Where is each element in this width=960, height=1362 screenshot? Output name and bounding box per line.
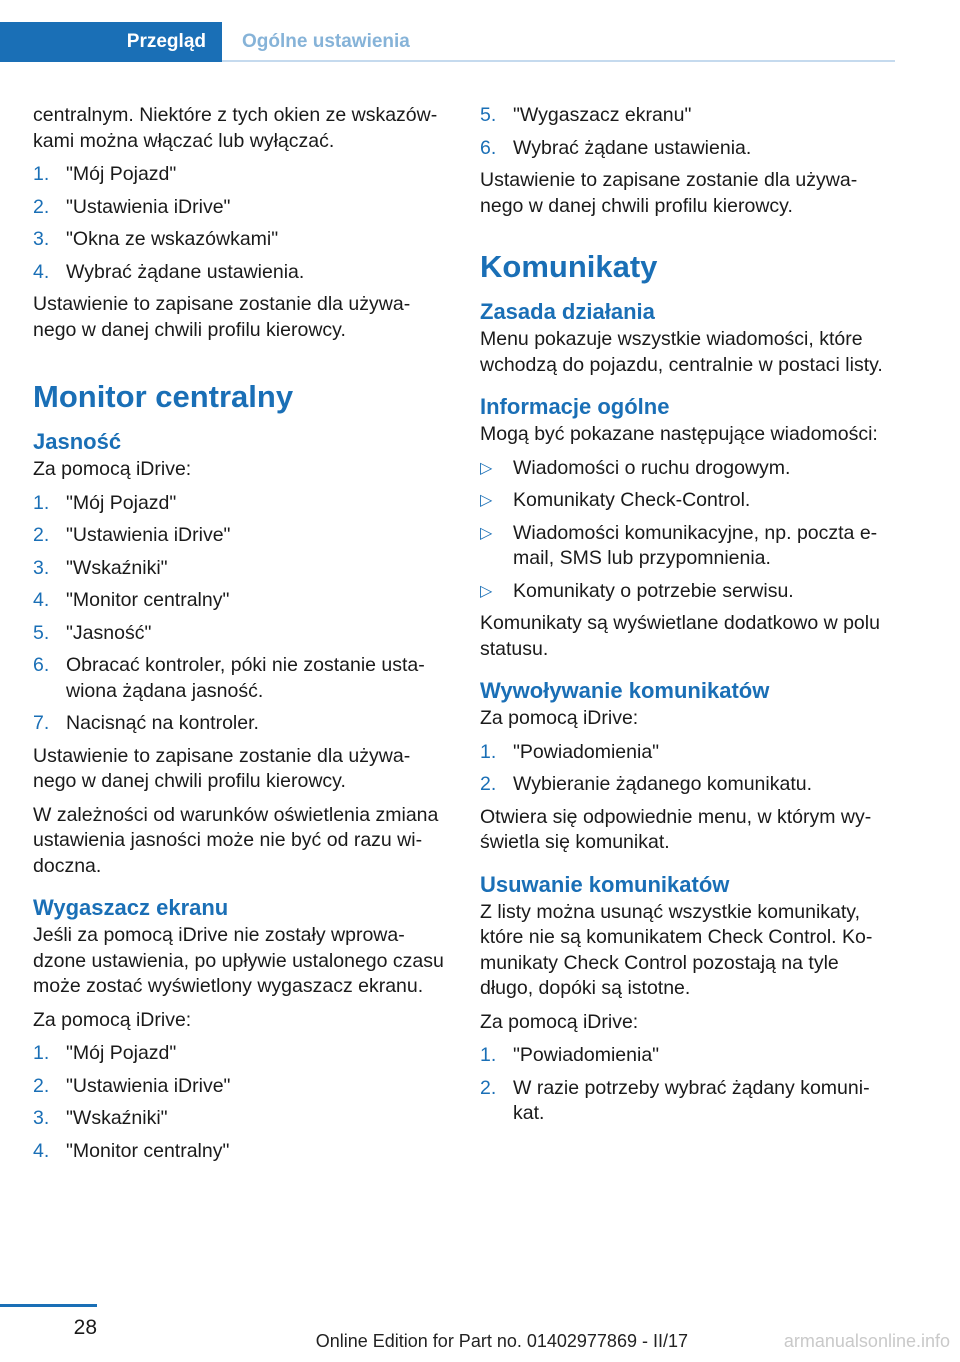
watermark: armanualsonline.info xyxy=(783,1331,950,1351)
deleting-paragraph: Z listy można usunąć wszystkie komunikaty, które nie są komunikatem Check Control. Komunikaty Check Control pozostają na tyle długo, dopóki są istotne. xyxy=(480,900,873,999)
screen-tips-steps xyxy=(33,162,445,285)
bullet-item xyxy=(480,456,892,482)
list-item xyxy=(33,227,445,253)
list-item-number: 2. xyxy=(33,1074,50,1097)
profile-note-3: Ustawienie to zapisane zostanie dla używanego w danej chwili profilu kierowcy. xyxy=(480,169,858,217)
list-item-text: "Ustawienia iDrive" xyxy=(66,195,231,218)
page-number: 28 xyxy=(73,1316,97,1339)
list-item xyxy=(33,711,445,737)
triangle-bullet-icon: ▷ xyxy=(480,582,493,600)
list-item-text: "Mój Pojazd" xyxy=(66,1042,177,1064)
tab-overview-label: Przegląd xyxy=(126,31,206,52)
general-info-intro: Mogą być pokazane następujące wiadomości: xyxy=(480,423,878,445)
list-item-text: "Okna ze wskazówkami" xyxy=(66,228,279,250)
list-item-text: "Wskaźniki" xyxy=(66,556,168,579)
bullet-item-text: Wiadomości komunikacyjne, np. poczta e-mail, SMS lub przypomnienia. xyxy=(513,521,878,569)
triangle-bullet-icon: ▷ xyxy=(480,459,493,477)
bullet-item xyxy=(480,579,892,605)
calling-note: Otwiera się odpowiednie menu, w którym wyświetla się komunikat. xyxy=(480,805,872,853)
message-types-list xyxy=(480,456,892,605)
profile-note-2: Ustawienie to zapisane zostanie dla używanego w danej chwili profilu kierowcy. xyxy=(33,744,411,792)
triangle-bullet-icon: ▷ xyxy=(480,492,493,509)
list-item-number: 2. xyxy=(480,773,497,795)
list-item-number: 4. xyxy=(33,260,50,283)
list-item xyxy=(33,162,445,188)
list-item-text: "Ustawienia iDrive" xyxy=(66,1074,231,1097)
list-item-number: 1. xyxy=(33,163,50,185)
list-item-number: 1. xyxy=(33,1042,50,1064)
list-item-number: 6. xyxy=(480,136,497,159)
deleting-intro: Za pomocą iDrive: xyxy=(480,1010,639,1033)
list-item-number: 4. xyxy=(33,1139,50,1162)
heading-screensaver: Wygaszacz ekranu xyxy=(33,895,229,920)
bullet-item-text: Komunikaty o potrzebie serwisu. xyxy=(513,579,794,602)
list-item-number: 4. xyxy=(33,589,50,611)
list-item xyxy=(480,740,892,766)
list-item xyxy=(480,1043,892,1069)
intro-paragraph: centralnym. Niektóre z tych okien ze wskazówkami można włączać lub wyłączać. xyxy=(33,104,438,152)
list-item-text: "Wygaszacz ekranu" xyxy=(513,104,692,126)
list-item-number: 2. xyxy=(33,524,50,546)
list-item-number: 7. xyxy=(33,712,50,734)
list-item-text: Wybrać żądane ustawienia. xyxy=(66,260,305,283)
brightness-steps xyxy=(33,491,445,737)
list-item xyxy=(33,195,445,221)
tab-overview[interactable] xyxy=(0,22,222,62)
heading-deleting-messages: Usuwanie komunikatów xyxy=(480,871,730,897)
list-item-number: 3. xyxy=(33,228,50,250)
heading-brightness: Jasność xyxy=(33,429,122,454)
list-item-text: "Monitor centralny" xyxy=(66,1139,230,1162)
list-item-text: Obracać kontroler, póki nie zostanie ustawiona żądana jasność. xyxy=(66,654,425,702)
principle-paragraph: Menu pokazuje wszystkie wiadomości, które wchodzą do pojazdu, centralnie w postaci listy. xyxy=(480,328,883,376)
list-item-text: "Ustawienia iDrive" xyxy=(66,524,231,546)
list-item-number: 1. xyxy=(33,491,50,514)
list-item-text: W razie potrzeby wybrać żądany komunikat. xyxy=(513,1076,870,1124)
list-item-text: "Mój Pojazd" xyxy=(66,491,177,514)
list-item xyxy=(33,653,445,704)
bullet-item-text: Wiadomości o ruchu drogowym. xyxy=(513,456,791,479)
list-item-text: "Jasność" xyxy=(66,621,152,644)
list-item-text: "Monitor centralny" xyxy=(66,589,230,611)
list-item-number: 5. xyxy=(480,104,497,126)
tab-general-settings-label: Ogólne ustawienia xyxy=(242,31,410,52)
screensaver-intro: Za pomocą iDrive: xyxy=(33,1008,192,1031)
list-item xyxy=(33,523,445,549)
list-item-text: Wybrać żądane ustawienia. xyxy=(513,136,752,159)
heading-general-info: Informacje ogólne xyxy=(480,394,670,419)
list-item-number: 3. xyxy=(33,1107,50,1129)
profile-note-1: Ustawienie to zapisane zostanie dla używanego w danej chwili profilu kierowcy. xyxy=(33,293,411,341)
list-item xyxy=(480,136,892,162)
right-column xyxy=(480,103,892,1134)
list-item-text: "Powiadomienia" xyxy=(513,1044,660,1066)
screensaver-steps-continued xyxy=(480,103,892,161)
list-item-number: 1. xyxy=(480,740,497,763)
heading-central-monitor: Monitor centralny xyxy=(33,379,294,414)
bullet-item-text: Komunikaty Check-Control. xyxy=(513,489,751,511)
heading-calling-messages: Wywoływanie komunikatów xyxy=(480,678,770,703)
list-item xyxy=(480,103,892,129)
list-item-number: 5. xyxy=(33,621,50,644)
list-item-text: Wybieranie żądanego komunikatu. xyxy=(513,773,813,795)
list-item xyxy=(33,621,445,647)
header-rule xyxy=(222,60,895,62)
list-item xyxy=(480,1076,892,1127)
list-item-number: 2. xyxy=(33,195,50,218)
heading-messages: Komunikaty xyxy=(480,249,658,284)
brightness-intro: Za pomocą iDrive: xyxy=(33,458,192,480)
list-item-text: "Powiadomienia" xyxy=(513,740,660,763)
screensaver-steps xyxy=(33,1041,445,1164)
list-item xyxy=(33,1139,445,1165)
list-item xyxy=(480,772,892,798)
edition-label: Online Edition for Part no. 01402977869 - II/17 xyxy=(315,1331,688,1351)
list-item-number: 1. xyxy=(480,1044,497,1066)
list-item-text: "Mój Pojazd" xyxy=(66,163,177,185)
heading-principle: Zasada działania xyxy=(480,299,655,324)
list-item xyxy=(33,588,445,614)
list-item xyxy=(33,260,445,286)
list-item xyxy=(33,1106,445,1132)
list-item xyxy=(33,1074,445,1100)
deleting-steps xyxy=(480,1043,892,1127)
list-item xyxy=(33,491,445,517)
brightness-note: W zależności od warunków oświetlenia zmiana ustawienia jasności może nie być od razu widoczna. xyxy=(33,803,439,877)
screensaver-paragraph: Jeśli za pomocą iDrive nie zostały wprowadzone ustawienia, po upływie ustalonego czasu może zostać wyświetlony wygaszacz ekranu. xyxy=(33,924,444,997)
list-item xyxy=(33,1041,445,1067)
bullet-item xyxy=(480,521,892,572)
calling-steps xyxy=(480,740,892,798)
header-tabbar xyxy=(0,22,895,62)
list-item-number: 6. xyxy=(33,654,50,676)
bullet-item xyxy=(480,488,892,514)
tab-general-settings[interactable] xyxy=(222,22,410,62)
triangle-bullet-icon: ▷ xyxy=(480,524,493,542)
list-item-number: 3. xyxy=(33,556,50,579)
list-item-text: Nacisnąć na kontroler. xyxy=(66,712,259,734)
list-item-text: "Wskaźniki" xyxy=(66,1107,168,1129)
list-item xyxy=(33,556,445,582)
left-column xyxy=(33,103,445,1171)
footer-rule xyxy=(0,1304,97,1307)
list-item-number: 2. xyxy=(480,1076,497,1099)
status-field-note: Komunikaty są wyświetlane dodatkowo w polu statusu. xyxy=(480,612,880,660)
calling-intro: Za pomocą iDrive: xyxy=(480,707,639,729)
